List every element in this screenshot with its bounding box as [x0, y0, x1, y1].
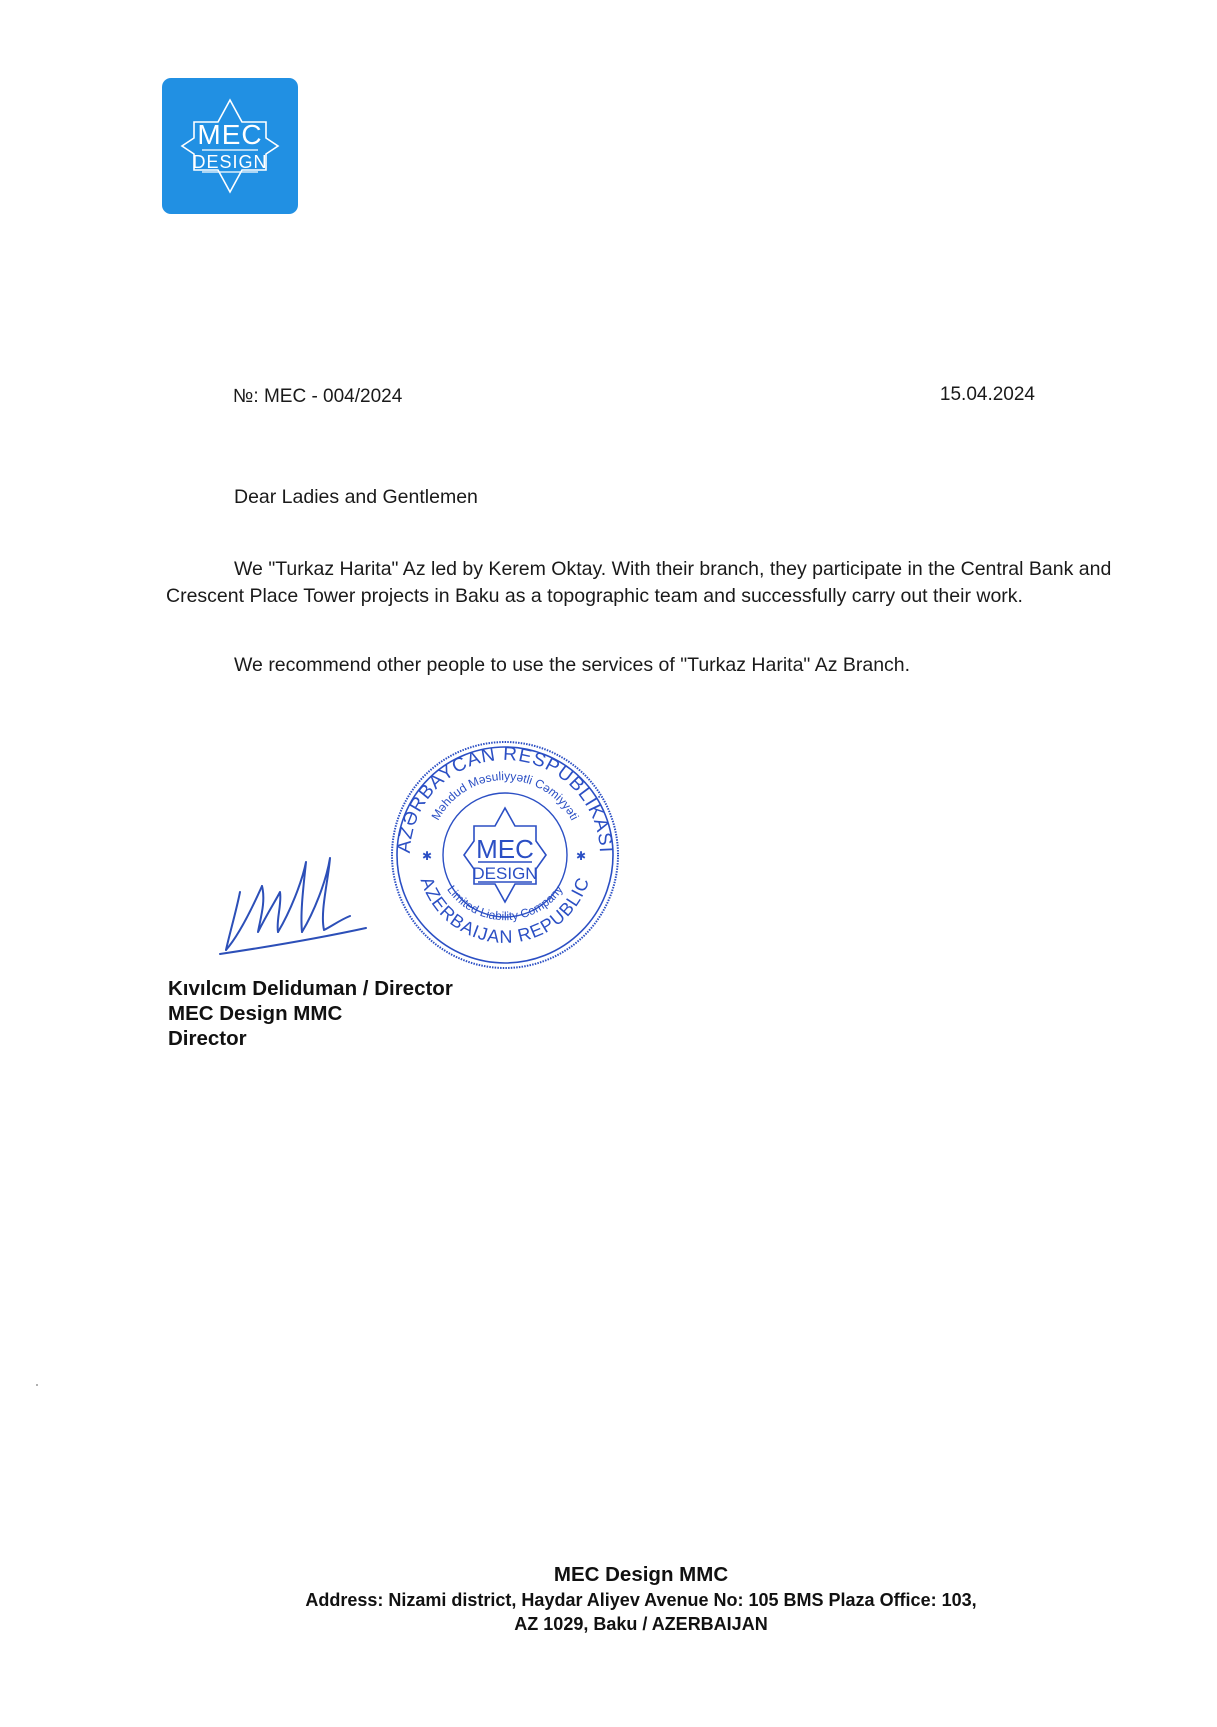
stamp-inner-bottom-text: Limited Liability Company [444, 882, 566, 924]
letter-date: 15.04.2024 [939, 384, 1035, 405]
company-logo [162, 78, 298, 214]
logo-text-design: DESIGN [192, 152, 268, 172]
footer-address-line-2: AZ 1029, Baku / AZERBAIJAN [514, 1614, 768, 1634]
logo-text-mec: MEC [197, 119, 263, 150]
scan-speck [36, 1384, 38, 1386]
stamp-right-star-icon: ✱ [576, 849, 587, 863]
footer-address-line-1: Address: Nizami district, Haydar Aliyev Avenue No: 105 BMS Plaza Office: 103, [305, 1590, 977, 1610]
signatory-block [168, 976, 453, 1051]
stamp-inner-top-text: Məhdud Məsuliyyətli Cəmiyyəti [428, 768, 582, 823]
footer-company: MEC Design MMC [553, 1563, 729, 1586]
stamp-center-design: DESIGN [472, 864, 538, 883]
stamp-center-mec: MEC [476, 834, 534, 864]
signatory-name-title: Kıvılcım Deliduman / Director [168, 977, 453, 1000]
salutation: Dear Ladies and Gentlemen [234, 486, 478, 508]
body-paragraph-2: We recommend other people to use the services of "Turkaz Harita" Az Branch. [234, 654, 911, 676]
signatory-position: Director [168, 1027, 247, 1050]
signatory-company: MEC Design MMC [168, 1002, 343, 1025]
stamp-outer-bottom-text: AZERBAIJAN REPUBLIC [416, 874, 594, 947]
logo-star-icon [162, 78, 298, 214]
letter-footer [0, 1562, 1217, 1636]
reference-number: №: MEC - 004/2024 [233, 386, 403, 407]
company-stamp [388, 738, 622, 972]
body-paragraph-1: We "Turkaz Harita" Az led by Kerem Oktay. With their branch, they participate in the Central Bank and Crescent Place Tower projects in Baku as a topographic team and successfully carry out their work. [166, 558, 1112, 607]
stamp-outer-top-text: AZƏRBAYCAN RESPUBLİKASI [393, 743, 617, 854]
handwritten-signature [210, 842, 380, 962]
stamp-left-star-icon: ✱ [422, 849, 433, 863]
reference-row [233, 386, 1035, 416]
